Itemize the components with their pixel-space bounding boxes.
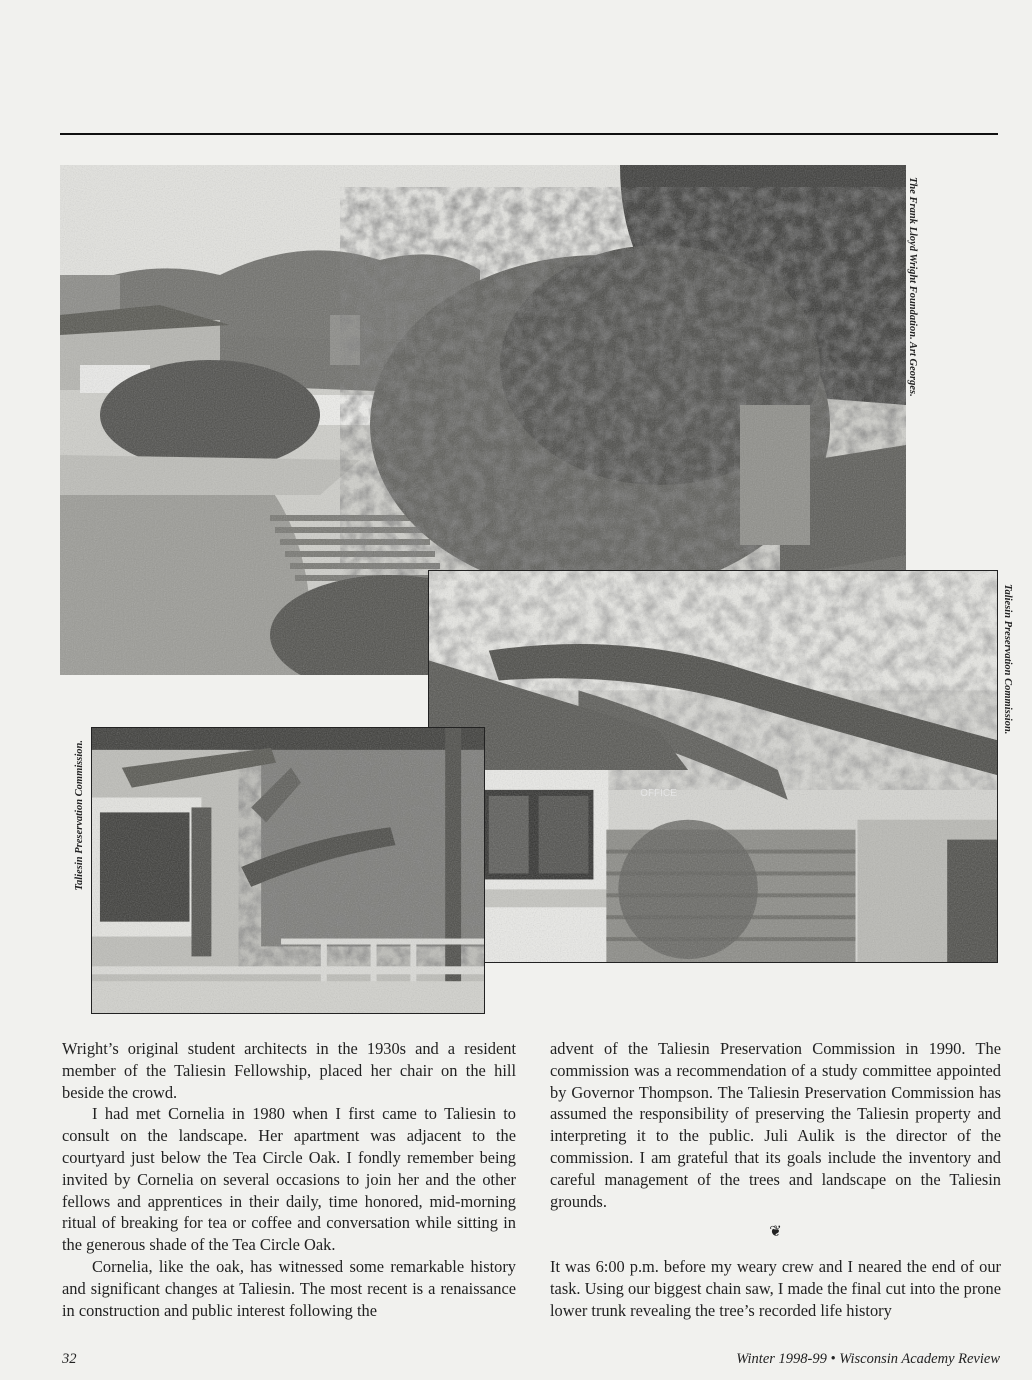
section-break-ornament: ❦ (769, 1224, 782, 1241)
photo-credit-left: Taliesin Preservation Commission. (74, 740, 85, 891)
header-rule (60, 133, 998, 135)
article-column-left (62, 1038, 516, 1321)
photo-credit-right: Taliesin Preservation Commission. (1002, 584, 1013, 735)
photo-oak-over-office (428, 570, 998, 963)
paragraph: advent of the Taliesin Preservation Commission in 1990. The commission was a recommendation of a study committee appointed by Governor Thompson. The Taliesin Preservation Commission has assumed the responsibility of preserving the Taliesin property and interpreting it to the public. Juli Aulik is the director of the commission. I am grateful that its goals include the inventory and careful management of the trees and landscape on the Taliesin grounds. (550, 1039, 1001, 1211)
photo-damaged-porch (91, 727, 485, 1014)
article-column-right (550, 1038, 1001, 1322)
photo-credit-top: The Frank Lloyd Wright Foundation. Art Georges. (907, 177, 918, 397)
paragraph: It was 6:00 p.m. before my weary crew and I neared the end of our task. Using our biggest chain saw, I made the final cut into the prone lower trunk revealing the tree’s recorded life history (550, 1257, 1001, 1320)
paragraph: I had met Cornelia in 1980 when I first came to Taliesin to consult on the landscape. Her apartment was adjacent to the courtyard just below the Tea Circle Oak. I fondly remember being invited by Cornelia on several occasions to join her and the other fellows and apprentices in their daily, time honored, mid-morning ritual of breaking for tea or coffee and conversation while sitting in the generous shade of the Tea Circle Oak. (62, 1104, 516, 1255)
running-footer: Winter 1998-99 • Wisconsin Academy Review (736, 1351, 1000, 1367)
paragraph: Wright’s original student architects in the 1930s and a resident member of the Taliesin Fellowship, placed her chair on the hill beside the crowd. (62, 1039, 516, 1102)
page-number: 32 (62, 1351, 77, 1367)
paragraph: Cornelia, like the oak, has witnessed some remarkable history and significant changes at Taliesin. The most recent is a renaissance in construction and public interest following the (62, 1256, 516, 1320)
